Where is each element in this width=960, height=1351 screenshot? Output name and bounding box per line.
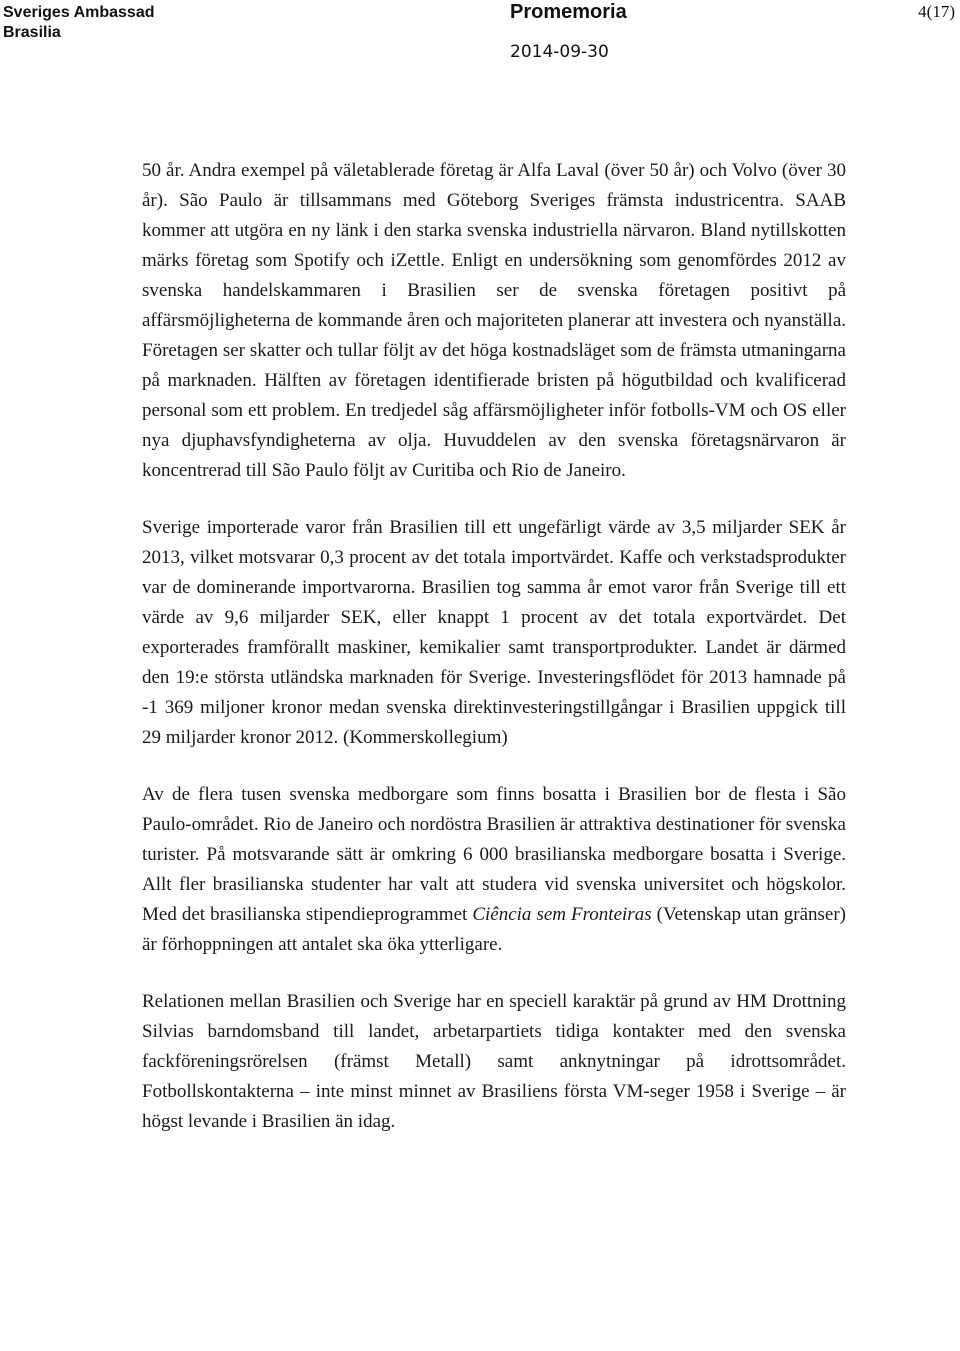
- paragraph-trade: Sverige importerade varor från Brasilien till ett ungefärligt värde av 3,5 miljarder SEK år 2013, vilket motsvarar 0,3 procent av det totala importvärdet. Kaffe och verkstadsprodukter var de dominerande importvarorna. Brasilien tog samma år emot varor från Sverige till ett värde av 9,6 miljarder SEK, eller knappt 1 procent av det totala exportvärdet. Det exporterades framförallt maskiner, kemikalier samt transportprodukter. Landet är därmed den 19:e största utländska marknaden för Sverige. Investeringsflödet för 2013 hamnade på -1 369 miljoner kronor medan svenska direktinvesteringstillgångar i Brasilien uppgick till 29 miljarder kronor 2012. (Kommerskollegium): [142, 517, 846, 748]
- document-body: [142, 156, 846, 1137]
- paragraph-citizens: [142, 780, 846, 960]
- sender-organization: [3, 3, 154, 43]
- document-type: Promemoria: [510, 1, 627, 23]
- scholarship-program-name: Ciência sem Fronteiras: [472, 904, 652, 925]
- page-number: 4(17): [918, 2, 955, 21]
- paragraph-citizens-text-a: Av de flera tusen svenska medborgare som finns bosatta i Brasilien bor de flesta i São Paulo-området. Rio de Janeiro och nordöstra Brasilien är attraktiva destinationer för svenska turister. På motsvarande sätt är omkring 6 000 brasilianska medborgare bosatta i Sverige. Allt fler brasilianska studenter har valt att studera vid svenska universitet och högskolor. Med det brasilianska stipendieprogrammet: [142, 784, 846, 925]
- document-date: 2014-09-30: [510, 42, 609, 62]
- paragraph-companies: 50 år. Andra exempel på väletablerade företag är Alfa Laval (över 50 år) och Volvo (över 30 år). São Paulo är tillsammans med Göteborg Sveriges främsta industricentra. SAAB kommer att utgöra en ny länk i den starka svenska industriella närvaron. Bland nytillskotten märks företag som Spotify och iZettle. Enligt en undersökning som genomfördes 2012 av svenska handelskammaren i Brasilien ser de svenska företagen positivt på affärsmöjligheterna de kommande åren och majoriteten planerar att investera och nyanställa. Företagen ser skatter och tullar följt av det höga kostnadsläget som de främsta utmaningarna på marknaden. Hälften av företagen identifierade bristen på högutbildad och kvalificerad personal som ett problem. En tredjedel såg affärsmöjligheter inför fotbolls-VM och OS eller nya djuphavsfyndigheterna av olja. Huvuddelen av den svenska företagsnärvaron är koncentrerad till São Paulo följt av Curitiba och Rio de Janeiro.: [142, 160, 846, 481]
- embassy-name: Sveriges Ambassad: [3, 4, 155, 21]
- embassy-city: Brasilia: [3, 24, 61, 41]
- paragraph-relations: Relationen mellan Brasilien och Sverige har en speciell karaktär på grund av HM Drottning Silvias barndomsband till landet, arbetarpartiets tidiga kontakter med den svenska fackföreningsrörelsen (främst Metall) samt anknytningar på idrottsområdet. Fotbollskontakterna – inte minst minnet av Brasiliens första VM-seger 1958 i Sverige – är högst levande i Brasilien än idag.: [142, 991, 846, 1132]
- paragraph-citizens-text-b: (Vetenskap utan gränser) är förhoppningen att antalet ska öka ytterligare.: [142, 904, 847, 955]
- page-header: [0, 0, 960, 70]
